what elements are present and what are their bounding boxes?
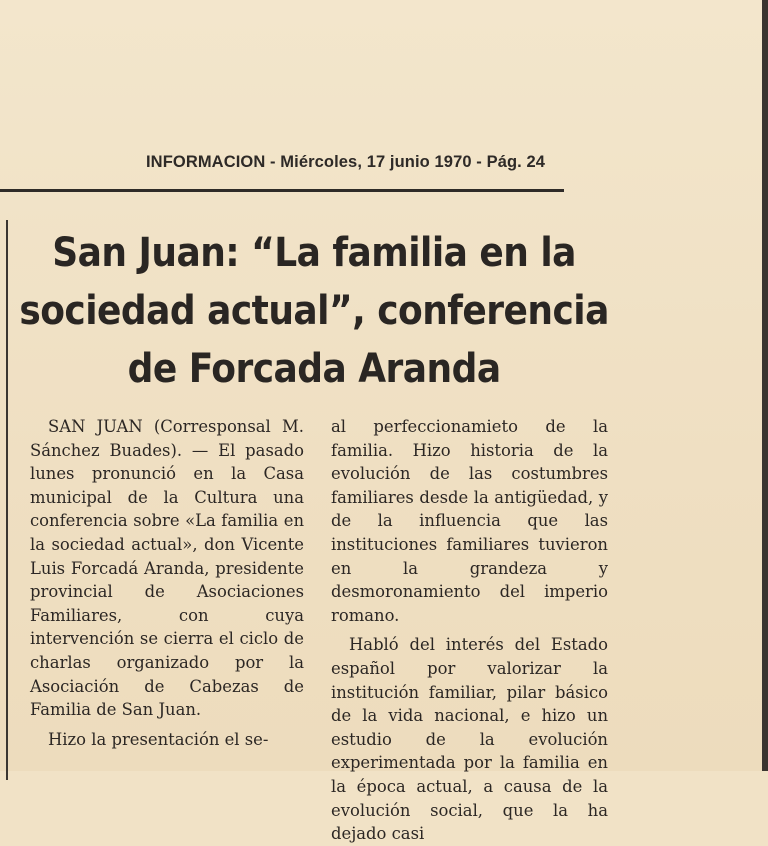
paragraph: Habló del interés del Estado español por valorizar la institución familiar, pilar básico de la vida nacional, e hizo un estudio de la evolución experimentada por la familia en la época actual, a causa de la evolución social, que la ha dejado casi — [331, 635, 608, 844]
article-headline: San Juan: “La familia en la sociedad actual”, conferencia de Forcada Aranda — [19, 230, 609, 392]
paragraph: SAN JUAN (Corresponsal M. Sánchez Buades). — El pasado lunes pronunció en la Casa municipal de la Cultura una conferencia sobre «La familia en la sociedad actual», don Vicente Luis Forcadá Aranda, presidente provincial de Asociaciones Familiares, con cuya intervención se cierra el ciclo de charlas organizado por la Asociación de Cabezas de Familia de San Juan. — [30, 417, 304, 720]
page-edge — [762, 0, 768, 771]
page-header: INFORMACION - Miércoles, 17 junio 1970 - Pág. 24 — [146, 153, 546, 171]
article-column-left — [30, 415, 304, 751]
paragraph: al perfeccionamieto de la familia. Hizo historia de la evolución de las costumbres familiares desde la antigüedad, y de la influencia que las instituciones familiares tuvieron en la grandeza y desmoronamiento del imperio romano. — [331, 417, 608, 625]
column-border — [6, 220, 8, 780]
article-column-right — [331, 415, 608, 846]
header-rule — [0, 189, 564, 192]
paragraph: Hizo la presentación el se- — [48, 729, 269, 749]
